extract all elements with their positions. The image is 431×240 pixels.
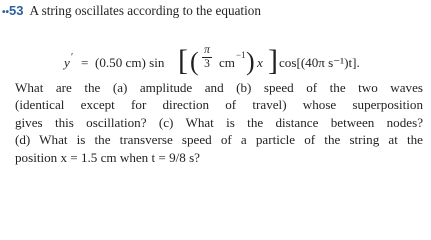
eq-equals: = — [81, 55, 89, 70]
question-text — [15, 79, 423, 166]
question-line: (identical except for direction of travel) whose superposition — [15, 97, 423, 113]
eq-fraction — [201, 44, 213, 71]
eq-paren-left: ( — [190, 47, 199, 76]
question-line: What are the (a) amplitude and (b) speed of the two waves — [15, 80, 423, 95]
question-line: position x = 1.5 cm when t = 9/8 s? — [15, 149, 200, 165]
eq-unit: cm — [219, 55, 235, 70]
eq-amplitude: (0.50 cm) sin — [95, 55, 165, 70]
difficulty-dots: •• — [2, 7, 10, 18]
question-line: (d) What is the transverse speed of a particle of the string at the — [15, 132, 423, 148]
eq-prime: ′ — [71, 52, 74, 63]
question-line: gives this oscillation? (c) What is the distance between nodes? — [15, 114, 423, 130]
eq-bracket-left: [ — [178, 44, 188, 77]
eq-unit-exponent: −1 — [236, 50, 246, 60]
eq-cos-term: cos[(40π s⁻¹)t]. — [279, 55, 360, 70]
fraction-numerator: π — [204, 44, 210, 56]
problem-intro: A string oscillates according to the equation — [29, 3, 261, 18]
problem-header — [2, 3, 261, 19]
fraction-denominator: 3 — [204, 58, 210, 70]
eq-var-x: x — [257, 55, 263, 70]
eq-bracket-right: ] — [268, 44, 278, 77]
eq-lhs: y — [64, 55, 70, 70]
eq-paren-right: ) — [246, 47, 255, 76]
problem-number: 53 — [9, 3, 24, 18]
